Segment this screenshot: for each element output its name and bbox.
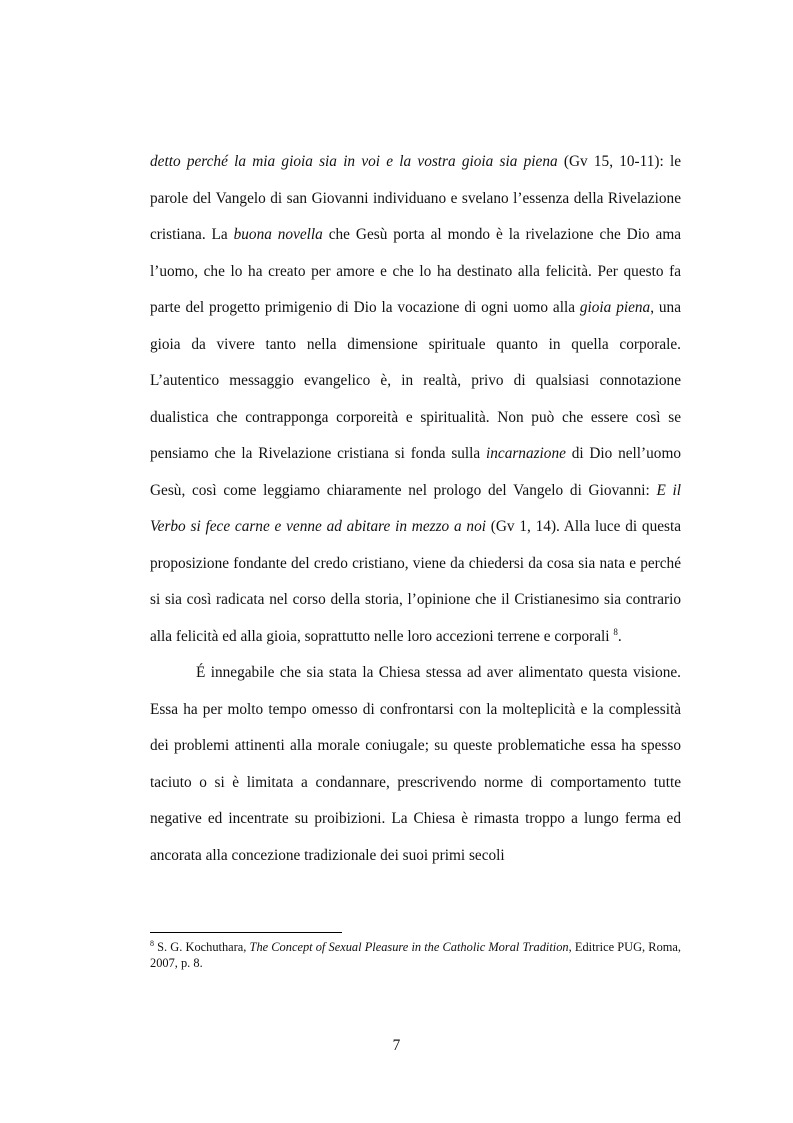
text-run: É innegabile che sia stata la Chiesa stessa ad aver alimentato questa visione. Essa ha per molto tempo omesso di confrontarsi con la molteplicità e la complessità dei problemi attinenti alla morale coniugale; su queste problematiche essa ha spesso taciuto o si è limitata a condannare, prescrivendo norme di comportamento tutte negative ed incentrate su proibizioni. La Chiesa è rimasta troppo a lungo ferma ed ancorata alla concezione tradizionale dei suoi primi secoli xyxy=(150,664,681,864)
footnote-8 xyxy=(150,940,681,971)
text-run: (Gv 1, 14). Alla luce di questa proposizione fondante del credo cristiano, viene da chiedersi da cosa sia nata e perché si sia così radicata nel corso della storia, l’opinione che il Cristianesimo sia contrario alla felicità ed alla gioia, soprattutto nelle loro accezioni terrene e corporali xyxy=(150,518,681,645)
italic-text: buona novella xyxy=(233,226,323,243)
text-run: di Dio nell’uomo Gesù, così come leggiamo chiaramente nel prologo del Vangelo di Giovanni: xyxy=(150,445,681,499)
text-run: . xyxy=(617,627,622,645)
footnote-separator xyxy=(150,932,342,933)
body-text xyxy=(150,144,681,874)
text-run: (Gv 15, 10-11): le parole del Vangelo di san Giovanni individuano e svelano l’essenza della Rivelazione cristiana. La xyxy=(150,153,681,243)
text-run: , Editrice PUG, Roma, 2007, p. 8. xyxy=(150,940,681,970)
text-run: S. G. Kochuthara, xyxy=(154,940,250,954)
italic-text: incarnazione xyxy=(486,445,566,462)
text-run: che Gesù porta al mondo è la rivelazione che Dio ama l’uomo, che lo ha creato per amore e che lo ha destinato alla felicità. Per questo fa parte del progetto primigenio di Dio la vocazione di ogni uomo alla xyxy=(150,226,682,316)
footnote-ref: 8 xyxy=(613,626,618,637)
paragraph-2 xyxy=(150,655,681,874)
footnote-ref: 8 xyxy=(150,938,154,948)
paragraph-1 xyxy=(150,144,681,655)
page-number: 7 xyxy=(392,1037,401,1054)
italic-text: The Concept of Sexual Pleasure in the Catholic Moral Tradition xyxy=(249,940,569,954)
italic-text: gioia piena xyxy=(579,299,651,316)
italic-text: detto perché la mia gioia sia in voi e la vostra gioia sia piena xyxy=(150,153,558,170)
text-run: , una gioia da vivere tanto nella dimensione spirituale quanto in quella corporale. L’autentico messaggio evangelico è, in realtà, privo di qualsiasi connotazione dualistica che contrapponga corporeità e spiritualità. Non può che essere così se pensiamo che la Rivelazione cristiana si fonda sulla xyxy=(150,299,681,462)
italic-text: E il Verbo si fece carne e venne ad abitare in mezzo a noi xyxy=(150,481,681,535)
